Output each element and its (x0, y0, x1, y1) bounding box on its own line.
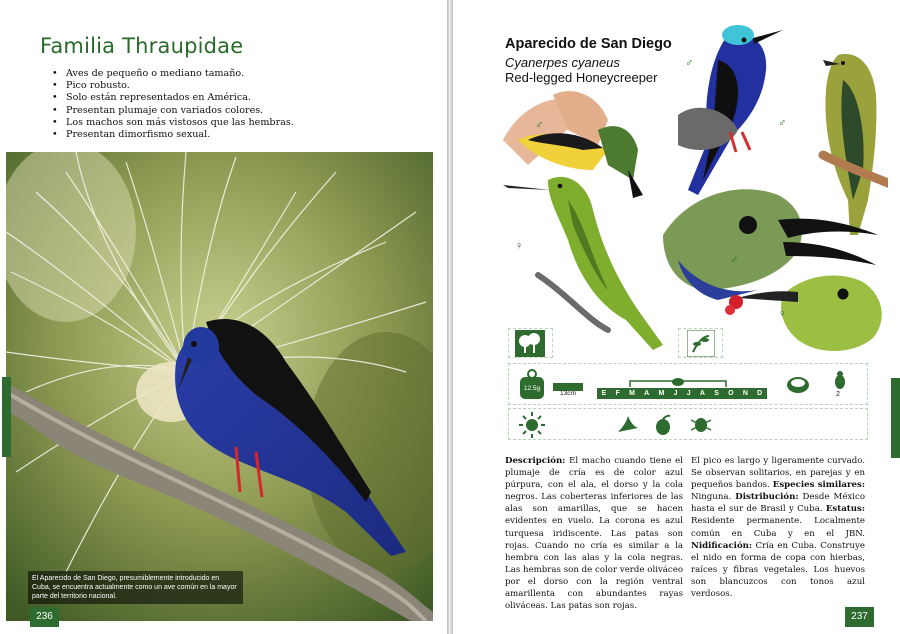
desc-intro: El pico es largo y ligeramente curvado. Se observan solitarios, en parejas y en pequeños bandos. (691, 456, 865, 491)
english-name: Red-legged Honeycreeper (505, 70, 658, 85)
male-symbol: ♂ (730, 254, 739, 266)
section-tab-left (2, 377, 11, 457)
sun-icon (519, 412, 545, 438)
page-number-right: 237 (845, 607, 874, 627)
month-label: D (757, 390, 763, 397)
nesting-text: Cría en Cuba. Construye el nido en forma de copa con hierbas, raíces y fibras vegetales. Los huevos son blancuzcos con tonos azul verdosos. (691, 540, 865, 600)
female-symbol: ♀ (778, 308, 787, 320)
month-label: O (728, 390, 734, 397)
section-tab-right (891, 378, 900, 458)
right-page (453, 0, 900, 634)
month-label: J (686, 390, 691, 397)
description-col-1 (505, 455, 683, 612)
description-col-2 (691, 455, 865, 600)
similar-text: Ninguna. (691, 492, 732, 503)
left-page (0, 0, 447, 634)
male-green-illustration (823, 54, 888, 235)
clutch-count: 2 (836, 391, 840, 398)
trait-item: • Solo están representados en América. (66, 92, 294, 104)
species-name: Aparecido de San Diego (505, 36, 672, 52)
similar-label: Especies similares: (772, 480, 865, 491)
status-text: Residente permanente. Localmente común en Cuba y en el JBN. (691, 516, 865, 539)
month-label: J (673, 390, 678, 397)
trait-item: • Los machos son más vistosos que las hembras. (66, 117, 294, 129)
month-label: N (742, 390, 748, 397)
fruit-icon (653, 414, 673, 436)
photo-caption: El Aparecido de San Diego, presumiblemente introducido en Cuba, se encuentra actualmente como un ave común en la mayor parte del territorio nacional. (28, 571, 243, 604)
month-label: A (699, 390, 705, 397)
nest-icon (785, 371, 811, 397)
trait-item: • Presentan plumaje con variados colores. (66, 105, 294, 117)
trait-item: • Pico robusto. (66, 80, 294, 92)
distribution-label: Distribución: (735, 492, 799, 503)
desc-text: El macho cuando tiene el plumaje de cría es de color azul púrpura, con el ala, el dorso y la cola negros. Las coberteras inferiores de las alas son amarillas, que se hacen evidentes en vuelo. La corona es azul turquesa iridiscente. Las patas son rojas. Cuando no cría es similar a la hembra con las alas y la cola negras. Las hembras son de color verde oliváceo por el dorso con la región ventral amarillenta con abundantes rayas oliváceas. Las patas son rojas. (505, 456, 683, 612)
status-strip-box (508, 408, 868, 440)
distribution-text: Desde México hasta el sur de Brasil y Cuba. (691, 492, 865, 515)
male-symbol: ♂ (685, 57, 694, 69)
desc-label: Descripción: (505, 456, 566, 466)
male-blue-illustration (678, 25, 783, 195)
page-number-left: 236 (30, 607, 59, 627)
male-symbol: ♂ (535, 119, 544, 131)
months-bar (597, 388, 767, 399)
female-head-illustration (725, 276, 882, 351)
month-label: S (714, 390, 719, 397)
honeycreeper-photo (6, 152, 433, 621)
month-label: F (615, 390, 620, 397)
insect-icon (689, 414, 713, 434)
scientific-name: Cyanerpes cyaneus (505, 55, 620, 70)
weight-value: 12.5g (523, 385, 541, 392)
trait-item: • Presentan dimorfismo sexual. (66, 129, 294, 141)
bird-illustrations (498, 20, 888, 360)
nesting-label: Nidificación: (691, 540, 753, 551)
forest-icon (515, 330, 545, 357)
month-label: E (601, 390, 607, 397)
weight-icon (519, 368, 545, 400)
month-label: M (658, 390, 665, 397)
traits-list (66, 68, 294, 141)
family-title: Familia Thraupidae (40, 34, 244, 58)
male-symbol: ♂ (778, 117, 787, 129)
egg-icon (833, 370, 847, 390)
female-illustration (503, 177, 663, 350)
month-label: M (629, 390, 635, 397)
status-label: Estatus: (825, 504, 865, 515)
female-symbol: ♀ (515, 240, 524, 252)
plant-icon (687, 330, 715, 357)
flower-icon (616, 414, 640, 434)
length-value: 13cm (560, 390, 576, 397)
trait-item: • Aves de pequeño o mediano tamaño. (66, 68, 294, 80)
month-label: A (644, 390, 650, 397)
